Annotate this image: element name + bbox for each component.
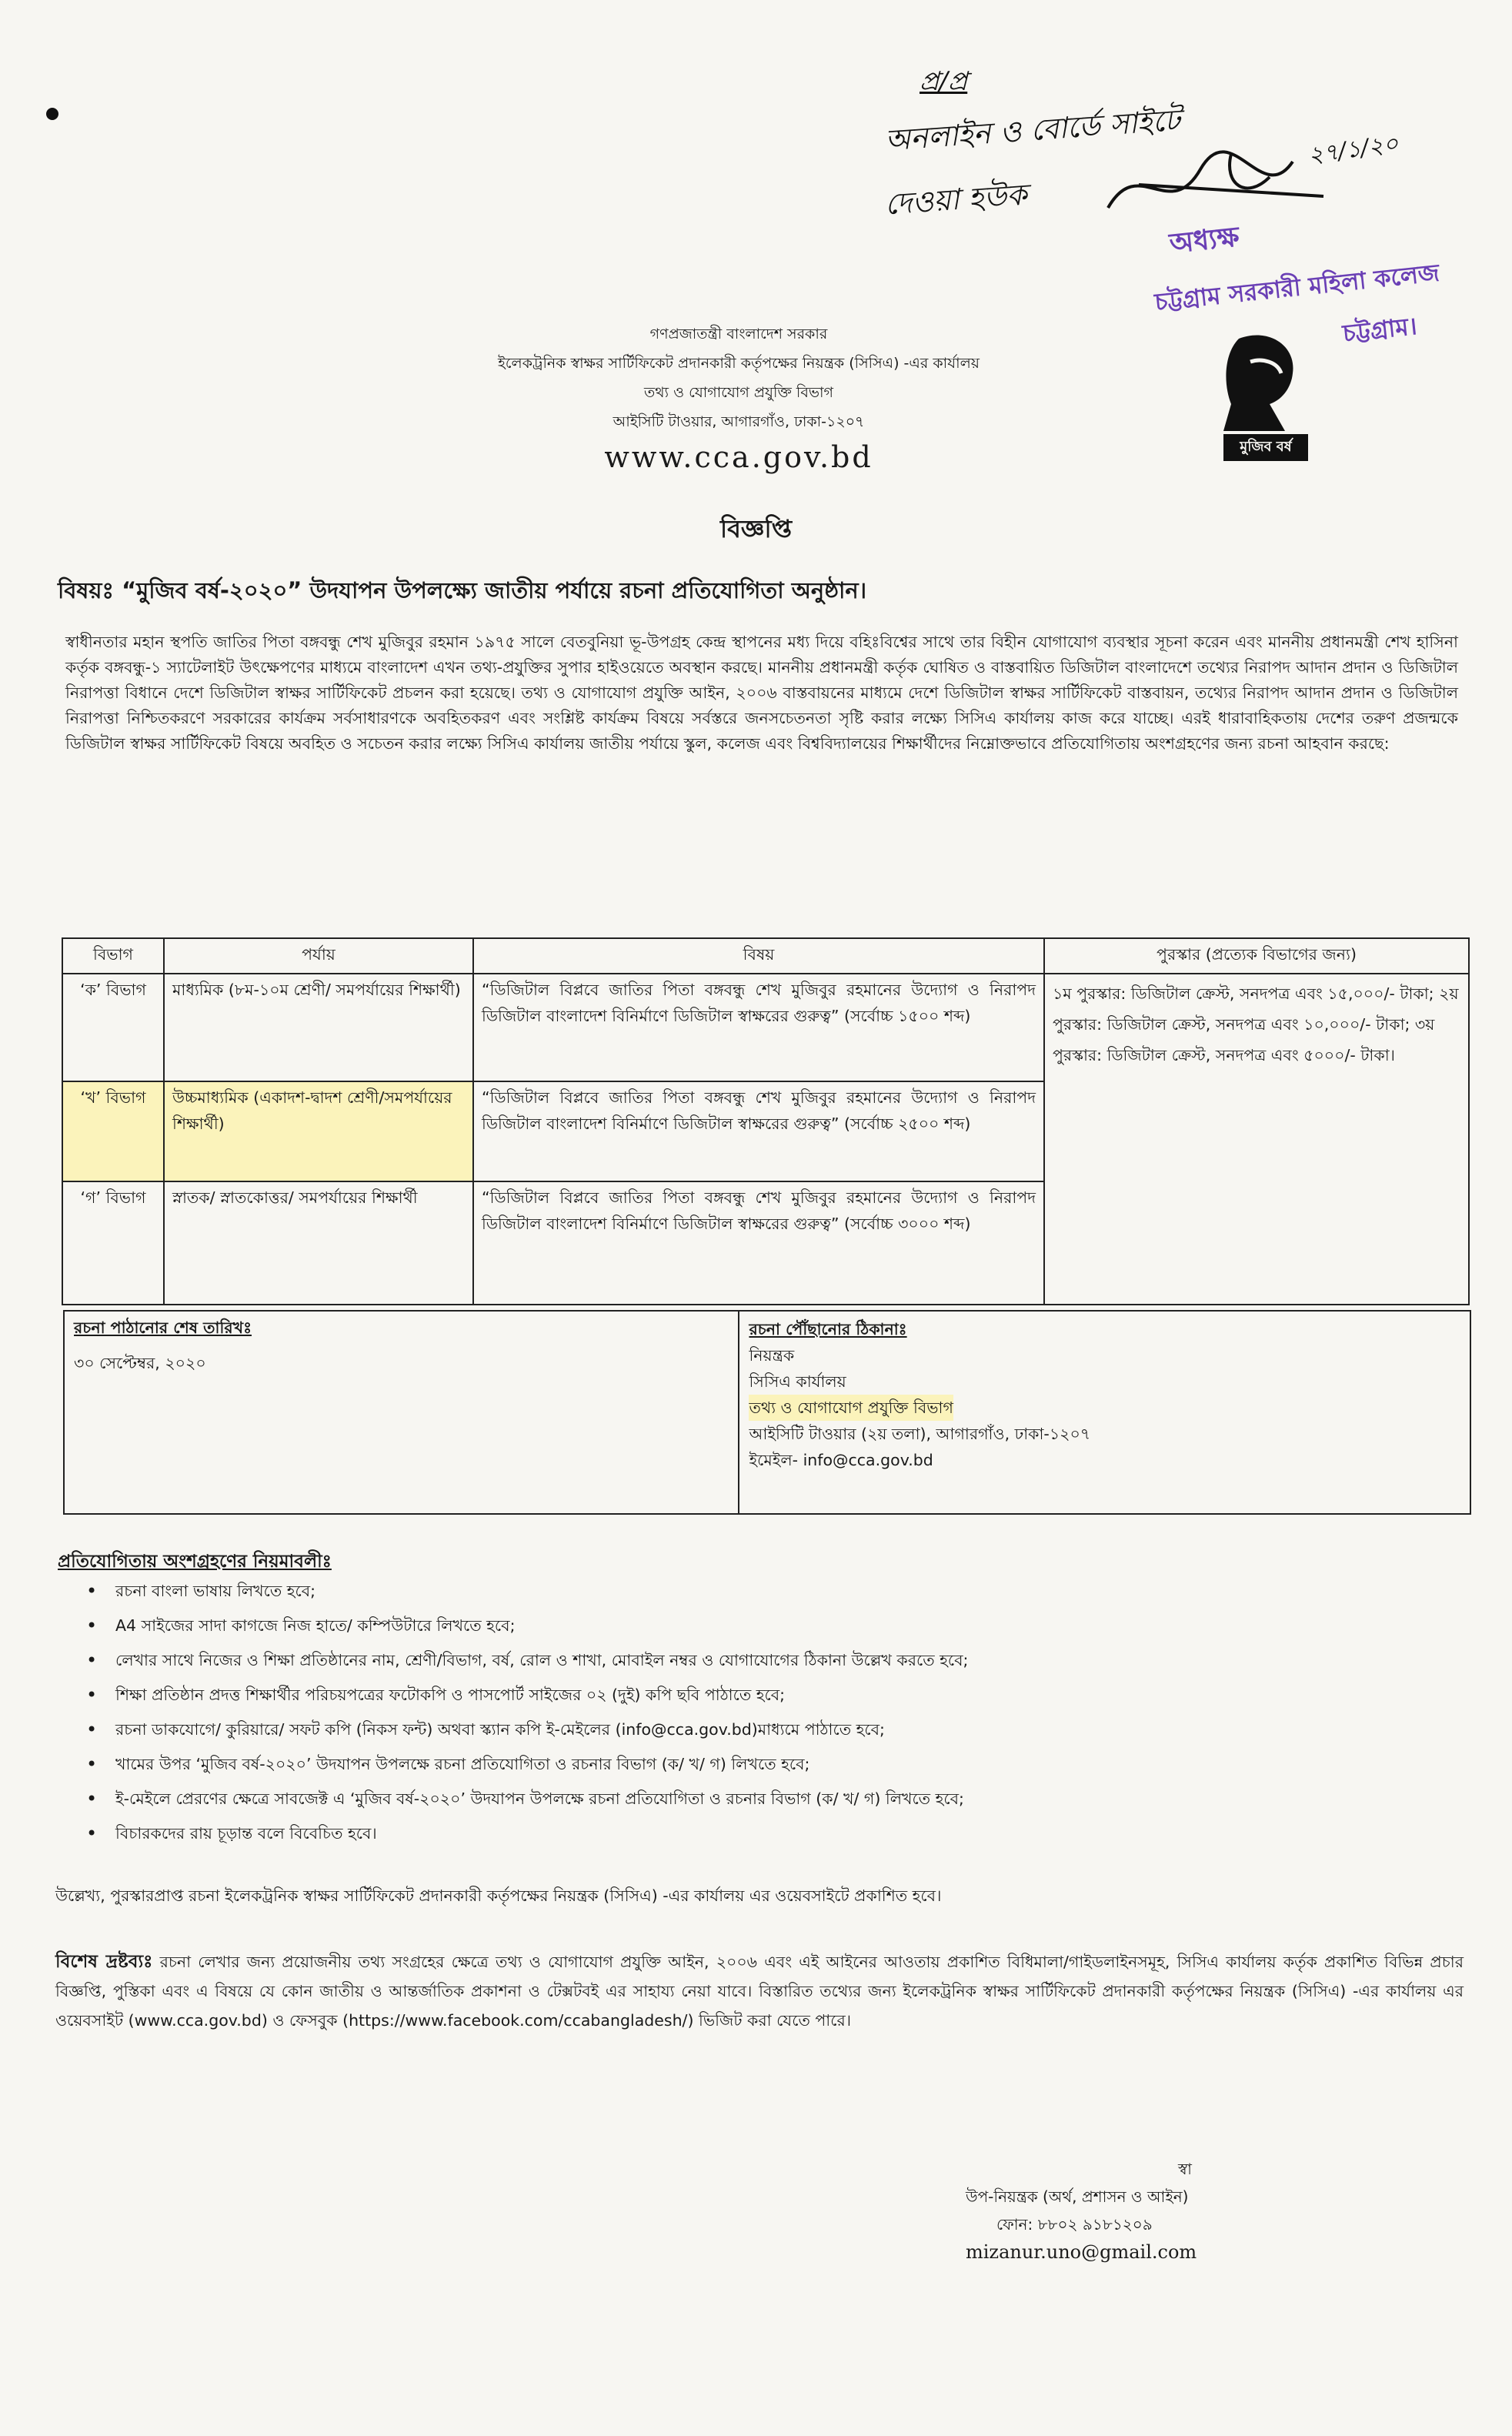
publication-note: উল্লেখ্য, পুরস্কারপ্রাপ্ত রচনা ইলেকট্রনিক স্বাক্ষর সার্টিফিকেট প্রদানকারী কর্তৃপক্ষের নিয়ন্ত্রক (সিসিএ) -এর কার্যালয় এর ওয়েবসাইটে প্রকাশিত হবে। bbox=[55, 1886, 942, 1905]
col-level: পর্যায় bbox=[164, 938, 473, 974]
notice-title: বিজ্ঞপ্তি bbox=[719, 514, 793, 543]
signatory-designation: উপ-নিয়ন্ত্রক (অর্থ, প্রশাসন ও আইন) bbox=[966, 2187, 1189, 2206]
office-name: ইলেকট্রনিক স্বাক্ষর সার্টিফিকেট প্রদানকারী কর্তৃপক্ষের নিয়ন্ত্রক (সিসিএ) -এর কার্যালয় bbox=[498, 355, 980, 372]
list-item: • শিক্ষা প্রতিষ্ঠান প্রদত্ত শিক্ষার্থীর পরিচয়পত্রের ফটোকপি ও পাসপোর্ট সাইজের ০২ (দুই) কপি ছবি পাঠাতে হবে; bbox=[115, 1678, 1485, 1713]
col-topic: বিষয় bbox=[473, 938, 1044, 974]
signature-mark: স্বা bbox=[1178, 2160, 1192, 2178]
scan-dot bbox=[46, 108, 58, 120]
row-level: স্নাতক/ স্নাতকোত্তর/ সমপর্যায়ের শিক্ষার্থী bbox=[164, 1181, 473, 1305]
competition-table bbox=[62, 937, 1470, 1305]
office-address: আইসিটি টাওয়ার, আগারগাঁও, ঢাকা-১২০৭ bbox=[612, 413, 865, 430]
office-website: www.cca.gov.bd bbox=[604, 440, 873, 474]
signature-scribble-icon bbox=[1093, 139, 1339, 231]
row-level: মাধ্যমিক (৮ম-১০ম শ্রেণী/ সমপর্যায়ের শিক্ষার্থী) bbox=[164, 974, 473, 1081]
deadline-value: ৩০ সেপ্টেম্বর, ২০২০ bbox=[74, 1354, 206, 1372]
special-note-label: বিশেষ দ্রষ্টব্যঃ bbox=[55, 1952, 153, 1972]
notice-subject: বিষয়ঃ “মুজিব বর্ষ-২০২০” উদযাপন উপলক্ষ্যে জাতীয় পর্যায়ে রচনা প্রতিযোগিতা অনুষ্ঠান। bbox=[58, 577, 867, 603]
col-division: বিভাগ bbox=[62, 938, 164, 974]
row-division: ‘খ’ বিভাগ bbox=[62, 1081, 164, 1181]
logo-caption: মুজিব বর্ষ bbox=[1223, 434, 1308, 461]
principal-stamp-title: অধ্যক্ষ bbox=[1167, 221, 1241, 260]
signature-block bbox=[966, 2155, 1289, 2266]
gov-name: গণপ্রজাতন্ত্রী বাংলাদেশ সরকার bbox=[649, 326, 828, 343]
rules-list bbox=[85, 1574, 1485, 1851]
signatory-email: mizanur.uno@gmail.com bbox=[966, 2241, 1197, 2263]
address-line: তথ্য ও যোগাযোগ প্রযুক্তি বিভাগ bbox=[749, 1395, 953, 1421]
list-item: • ই-মেইলে প্রেরণের ক্ষেত্রে সাবজেক্ট এ ‘মুজিব বর্ষ-২০২০’ উদযাপন উপলক্ষে রচনা প্রতিযোগিতা ও রচনার বিভাগ (ক/ খ/ গ) লিখতে হবে; bbox=[115, 1782, 1485, 1816]
mujib-borsho-logo bbox=[1223, 331, 1308, 458]
row-topic: “ডিজিটাল বিপ্লবে জাতির পিতা বঙ্গবন্ধু শেখ মুজিবুর রহমানের উদ্যোগ ও নিরাপদ ডিজিটাল বাংলাদেশ বিনির্মাণে ডিজিটাল স্বাক্ষরের গুরুত্ব” (সর্বোচ্চ ১৫০০ শব্দ) bbox=[473, 974, 1044, 1081]
deadline-label: রচনা পাঠানোর শেষ তারিখঃ bbox=[74, 1318, 252, 1337]
list-item: • রচনা বাংলা ভাষায় লিখতে হবে; bbox=[115, 1574, 1485, 1609]
portrait-silhouette-icon bbox=[1223, 331, 1308, 431]
table-row bbox=[62, 974, 1469, 1081]
address-box bbox=[739, 1311, 1470, 1514]
handwritten-note-line2: দেওয়া হউক bbox=[883, 177, 1029, 222]
deadline-box bbox=[64, 1311, 739, 1514]
list-item: • বিচারকদের রায় চূড়ান্ত বলে বিবেচিত হবে। bbox=[115, 1816, 1485, 1851]
list-item: • খামের উপর ‘মুজিব বর্ষ-২০২০’ উদযাপন উপলক্ষে রচনা প্রতিযোগিতা ও রচনার বিভাগ (ক/ খ/ গ) লিখতে হবে; bbox=[115, 1747, 1485, 1782]
special-note bbox=[55, 1947, 1464, 2035]
address-line: আইসিটি টাওয়ার (২য় তলা), আগারগাঁও, ঢাকা-১২০৭ bbox=[749, 1425, 1091, 1443]
row-topic: “ডিজিটাল বিপ্লবে জাতির পিতা বঙ্গবন্ধু শেখ মুজিবুর রহমানের উদ্যোগ ও নিরাপদ ডিজিটাল বাংলাদেশ বিনির্মাণে ডিজিটাল স্বাক্ষরের গুরুত্ব” (সর্বোচ্চ ৩০০০ শব্দ) bbox=[473, 1181, 1044, 1305]
special-note-text: রচনা লেখার জন্য প্রয়োজনীয় তথ্য সংগ্রহের ক্ষেত্রে তথ্য ও যোগাযোগ প্রযুক্তি আইন, ২০০৬ এবং এই আইনের আওতায় প্রকাশিত বিধিমালা/গাইডলাইনসমূহ, সিসিএ কার্যালয় কর্তৃক প্রকাশিত বিভিন্ন প্রচার বিজ্ঞপ্তি, পুস্তিকা এবং এ বিষয়ে যে কোন জাতীয় ও আন্তর্জাতিক প্রকাশনা ও টেক্সটবই এর সাহায্য নেয়া যাবে। বিস্তারিত তথ্যের জন্য ইলেকট্রনিক স্বাক্ষর সার্টিফিকেট প্রদানকারী কর্তৃপক্ষের নিয়ন্ত্রক (সিসিএ) -এর কার্যালয় এর ওয়েবসাইট (www.cca.gov.bd) ও ফেসবুক (https://www.facebook.com/ccabangladesh/) ভিজিট করা যেতে পারে। bbox=[55, 1953, 1464, 2030]
address-email: ইমেইল- info@cca.gov.bd bbox=[749, 1451, 933, 1469]
address-line: নিয়ন্ত্রক bbox=[749, 1346, 795, 1365]
row-division: ‘ক’ বিভাগ bbox=[62, 974, 164, 1081]
principal-stamp-org: চট্টগ্রাম সরকারী মহিলা কলেজ bbox=[1153, 259, 1441, 317]
address-line: সিসিএ কার্যালয় bbox=[749, 1372, 846, 1391]
list-item: • রচনা ডাকযোগে/ কুরিয়ারে/ সফট কপি (নিকস ফন্ট) অথবা স্ক্যান কপি ই-মেইলের (info@cca.gov.bd)মাধ্যমে পাঠাতে হবে; bbox=[115, 1713, 1485, 1747]
signatory-phone: ফোন: ৮৮০২ ৯১৮১২০৯ bbox=[996, 2215, 1153, 2234]
rules-title: প্রতিযোগিতায় অংশগ্রহণের নিয়মাবলীঃ bbox=[58, 1552, 332, 1572]
col-prize: পুরস্কার (প্রত্যেক বিভাগের জন্য) bbox=[1044, 938, 1469, 974]
row-division: ‘গ’ বিভাগ bbox=[62, 1181, 164, 1305]
list-item: • লেখার সাথে নিজের ও শিক্ষা প্রতিষ্ঠানের নাম, শ্রেণী/বিভাগ, বর্ষ, রোল ও শাখা, মোবাইল নম্বর ও যোগাযোগের ঠিকানা উল্লেখ করতে হবে; bbox=[115, 1643, 1485, 1678]
division-name: তথ্য ও যোগাযোগ প্রযুক্তি বিভাগ bbox=[643, 384, 834, 401]
handwritten-date: ২৭/১/২০ bbox=[1306, 129, 1400, 170]
handwritten-note-ref: প্র/প্র bbox=[920, 66, 968, 97]
handwritten-note-line1: অনলাইন ও বোর্ডে সাইটে bbox=[883, 102, 1182, 158]
address-label: রচনা পৌঁছানোর ঠিকানাঃ bbox=[749, 1320, 907, 1338]
list-item: • A4 সাইজের সাদা কাগজে নিজ হাতে/ কম্পিউটারে লিখতে হবে; bbox=[115, 1609, 1485, 1643]
principal-stamp-city: চট্টগ্রাম। bbox=[1341, 312, 1419, 348]
submission-info bbox=[63, 1310, 1471, 1515]
letterhead bbox=[431, 319, 1046, 478]
notice-body: স্বাধীনতার মহান স্থপতি জাতির পিতা বঙ্গবন্ধু শেখ মুজিবুর রহমান ১৯৭৫ সালে বেতবুনিয়া ভূ-উপগ্রহ কেন্দ্র স্থাপনের মধ্য দিয়ে বহিঃবিশ্বের সাথে তার বিহীন যোগাযোগ ব্যবস্থার সূচনা করেন এবং মাননীয় প্রধানমন্ত্রী শেখ হাসিনা কর্তৃক বঙ্গবন্ধু-১ স্যাটেলাইট উৎক্ষেপণের মাধ্যমে বাংলাদেশ এখন তথ্য-প্রযুক্তির সুপার হাইওয়েতে অবস্থান করছে। মাননীয় প্রধানমন্ত্রী কর্তৃক ঘোষিত ও বাস্তবায়িত ডিজিটাল বাংলাদেশে তথ্যের নিরাপদ আদান প্রদান ও ডিজিটাল নিরাপত্তা বিধানে দেশে ডিজিটাল স্বাক্ষর সার্টিফিকেট প্রচলন করা হয়েছে। তথ্য ও যোগাযোগ প্রযুক্তি আইন, ২০০৬ বাস্তবায়নের মাধ্যমে দেশে ডিজিটাল স্বাক্ষর সার্টিফিকেট বাস্তবায়ন, তথ্যের নিরাপদ আদান প্রদান ও ডিজিটাল নিরাপত্তা নিশ্চিতকরণে সরকারের কার্যক্রম সর্বসাধারণকে অবহিতকরণ এবং সংশ্লিষ্ট কার্যক্রম বিষয়ে সর্বস্তরে জনসচেতনতা সৃষ্টি করার লক্ষ্যে সিসিএ কার্যালয় কাজ করে যাচ্ছে। এরই ধারাবাহিকতায় দেশের তরুণ প্রজন্মকে ডিজিটাল স্বাক্ষর সার্টিফিকেট বিষয়ে অবহিত ও সচেতন করার লক্ষ্যে সিসিএ কার্যালয় জাতীয় পর্যায়ে স্কুল, কলেজ এবং বিশ্ববিদ্যালয়ের শিক্ষার্থীদের নিম্নোক্তভাবে প্রতিযোগিতায় অংশগ্রহণের জন্য রচনা আহবান করছে: bbox=[65, 633, 1458, 753]
prize-cell: ১ম পুরস্কার: ডিজিটাল ক্রেস্ট, সনদপত্র এবং ১৫,০০০/- টাকা; ২য় পুরস্কার: ডিজিটাল ক্রেস্ট, সনদপত্র এবং ১০,০০০/- টাকা; ৩য় পুরস্কার: ডিজিটাল ক্রেস্ট, সনদপত্র এবং ৫০০০/- টাকা। bbox=[1044, 974, 1469, 1305]
table-header-row bbox=[62, 938, 1469, 974]
row-topic: “ডিজিটাল বিপ্লবে জাতির পিতা বঙ্গবন্ধু শেখ মুজিবুর রহমানের উদ্যোগ ও নিরাপদ ডিজিটাল বাংলাদেশ বিনির্মাণে ডিজিটাল স্বাক্ষরের গুরুত্ব” (সর্বোচ্চ ২৫০০ শব্দ) bbox=[473, 1081, 1044, 1181]
row-level: উচ্চমাধ্যমিক (একাদশ-দ্বাদশ শ্রেণী/সমপর্যায়ের শিক্ষার্থী) bbox=[164, 1081, 473, 1181]
